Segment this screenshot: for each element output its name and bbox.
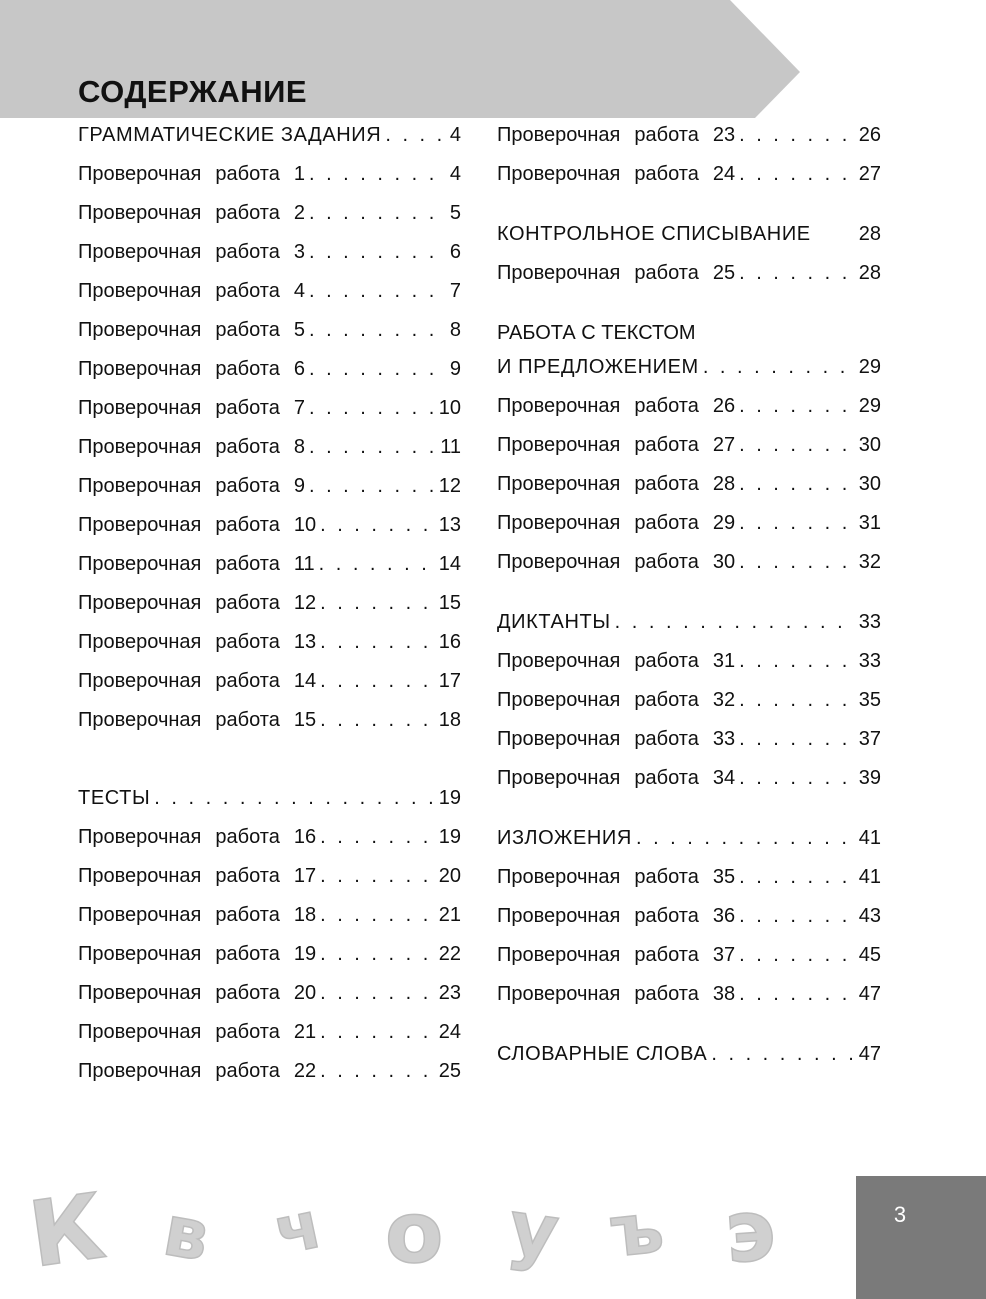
spacer (497, 806, 881, 827)
entry-title: Проверочная работа 10 (78, 514, 317, 536)
entry-title: Проверочная работа 20 (78, 982, 317, 1004)
toc-entry[interactable] (78, 1021, 461, 1060)
page-ref: 10 (438, 397, 461, 419)
dot-leader (319, 553, 435, 576)
spacer (497, 202, 881, 223)
decor-letter-7: э (721, 1180, 779, 1280)
toc-section-expositions[interactable] (497, 827, 881, 866)
page-ref: 47 (858, 983, 881, 1005)
dot-leader (636, 827, 855, 850)
toc-entry[interactable] (497, 262, 881, 301)
dot-leader (739, 767, 855, 790)
toc-entry[interactable] (78, 280, 461, 319)
toc-section-vocabulary[interactable] (497, 1043, 881, 1082)
toc-entry[interactable] (78, 553, 461, 592)
entry-title: Проверочная работа 7 (78, 397, 305, 419)
toc-list-copying (497, 262, 881, 301)
toc-entry[interactable] (78, 631, 461, 670)
page-ref: 7 (449, 280, 461, 302)
toc-entry[interactable] (497, 395, 881, 434)
toc-entry[interactable] (78, 904, 461, 943)
dot-leader (320, 1060, 435, 1083)
toc-entry[interactable] (78, 397, 461, 436)
entry-title: Проверочная работа 6 (78, 358, 305, 380)
page-ref: 43 (858, 905, 881, 927)
section-title: ИЗЛОЖЕНИЯ (497, 827, 632, 849)
toc-entry[interactable] (78, 982, 461, 1021)
entry-title: Проверочная работа 34 (497, 767, 736, 789)
entry-title: Проверочная работа 29 (497, 512, 736, 534)
dot-leader (385, 124, 446, 147)
dot-leader (309, 397, 435, 420)
section-title: ГРАММАТИЧЕСКИЕ ЗАДАНИЯ (78, 124, 382, 146)
dot-leader (320, 982, 435, 1005)
section-title-line2-row (497, 356, 881, 395)
page-ref: 9 (449, 358, 461, 380)
dot-leader (309, 163, 446, 186)
entry-title: Проверочная работа 36 (497, 905, 736, 927)
toc-entry[interactable] (497, 124, 881, 163)
page-ref: 33 (858, 611, 881, 633)
entry-title: Проверочная работа 5 (78, 319, 305, 341)
dot-leader (739, 650, 855, 673)
dot-leader (739, 689, 855, 712)
entry-title: Проверочная работа 16 (78, 826, 317, 848)
page-ref: 41 (858, 866, 881, 888)
entry-title: Проверочная работа 26 (497, 395, 736, 417)
page-ref: 27 (858, 163, 881, 185)
dot-leader (309, 358, 446, 381)
entry-title: Проверочная работа 9 (78, 475, 305, 497)
decor-letter-2: в (157, 1189, 216, 1278)
entry-title: Проверочная работа 4 (78, 280, 305, 302)
toc-entry[interactable] (78, 865, 461, 904)
page-ref: 19 (438, 787, 461, 809)
dot-leader (320, 670, 435, 693)
toc-section-dictations[interactable] (497, 611, 881, 650)
decor-letter-4: о (385, 1184, 444, 1280)
toc-entry[interactable] (78, 709, 461, 748)
toc-left-column (78, 124, 461, 1099)
page-ref: 37 (858, 728, 881, 750)
page-ref: 13 (438, 514, 461, 536)
entry-title: Проверочная работа 21 (78, 1021, 317, 1043)
dot-leader (739, 124, 855, 147)
dot-leader (739, 551, 855, 574)
dot-leader (739, 728, 855, 751)
page-ref: 11 (440, 436, 461, 458)
decor-letter-1: К (23, 1174, 111, 1280)
page-ref: 15 (438, 592, 461, 614)
dot-leader (320, 709, 435, 732)
toc-entry[interactable] (497, 434, 881, 473)
page-ref: 4 (449, 124, 461, 146)
toc-section-copying[interactable] (497, 223, 881, 262)
entry-title: Проверочная работа 22 (78, 1060, 317, 1082)
page-ref: 19 (438, 826, 461, 848)
toc-entry[interactable] (497, 512, 881, 551)
entry-title: Проверочная работа 27 (497, 434, 736, 456)
toc-entry[interactable] (497, 728, 881, 767)
dot-leader (320, 943, 435, 966)
toc-entry[interactable] (78, 241, 461, 280)
dot-leader (309, 475, 435, 498)
dot-leader (154, 787, 434, 810)
section-title: ТЕСТЫ (78, 787, 151, 809)
toc-entry[interactable] (497, 473, 881, 512)
toc-entry[interactable] (78, 592, 461, 631)
entry-title: Проверочная работа 24 (497, 163, 736, 185)
entry-title: Проверочная работа 15 (78, 709, 317, 731)
page-ref: 26 (858, 124, 881, 146)
section-title: КОНТРОЛЬНОЕ СПИСЫВАНИЕ (497, 223, 811, 245)
page-ref: 21 (438, 904, 461, 926)
entry-title: Проверочная работа 14 (78, 670, 317, 692)
entry-title: Проверочная работа 19 (78, 943, 317, 965)
dot-leader (309, 202, 446, 225)
page-ref: 6 (449, 241, 461, 263)
toc-list-grammar-continued (497, 124, 881, 202)
page-ref: 18 (438, 709, 461, 731)
toc-entry[interactable] (78, 436, 461, 475)
page-number: 3 (893, 1202, 907, 1227)
page-ref: 29 (858, 395, 881, 417)
toc-entry[interactable] (497, 905, 881, 944)
toc-list-grammar (78, 163, 461, 748)
decor-letter-3: ч (268, 1187, 328, 1271)
dot-leader (739, 395, 855, 418)
section-title-line1: РАБОТА С ТЕКСТОМ (497, 322, 696, 344)
entry-title: Проверочная работа 23 (497, 124, 736, 146)
spacer (78, 748, 461, 787)
entry-title: Проверочная работа 12 (78, 592, 317, 614)
dot-leader (739, 262, 855, 285)
dot-leader (320, 592, 435, 615)
dot-leader (739, 905, 855, 928)
dot-leader (703, 356, 855, 379)
entry-title: Проверочная работа 28 (497, 473, 736, 495)
decor-letter-6: ъ (606, 1186, 668, 1274)
toc-section-text-work[interactable] (497, 322, 881, 395)
toc-entry[interactable] (78, 943, 461, 982)
entry-title: Проверочная работа 3 (78, 241, 305, 263)
entry-title: Проверочная работа 8 (78, 436, 305, 458)
page-ref: 47 (858, 1043, 881, 1065)
toc-entry[interactable] (78, 319, 461, 358)
toc-entry[interactable] (497, 163, 881, 202)
toc-entry[interactable] (78, 514, 461, 553)
page-ref: 23 (438, 982, 461, 1004)
page-ref: 5 (449, 202, 461, 224)
toc-entry[interactable] (78, 358, 461, 397)
toc-list-expositions (497, 866, 881, 1022)
toc-entry[interactable] (78, 163, 461, 202)
entry-title: Проверочная работа 30 (497, 551, 736, 573)
entry-title: Проверочная работа 35 (497, 866, 736, 888)
section-title: ДИКТАНТЫ (497, 611, 611, 633)
entry-title: Проверочная работа 37 (497, 944, 736, 966)
entry-title: Проверочная работа 25 (497, 262, 736, 284)
toc-entry[interactable] (78, 475, 461, 514)
spacer (497, 301, 881, 322)
dot-leader (739, 944, 855, 967)
dot-leader (309, 436, 436, 459)
dot-leader (739, 163, 855, 186)
dot-leader (320, 631, 435, 654)
entry-title: Проверочная работа 17 (78, 865, 317, 887)
page-ref: 22 (438, 943, 461, 965)
spacer (497, 590, 881, 611)
toc-entry[interactable] (78, 670, 461, 709)
dot-leader (320, 514, 435, 537)
page-ref: 28 (858, 223, 881, 245)
page-title: СОДЕРЖАНИЕ (78, 74, 308, 109)
spacer (497, 1022, 881, 1043)
page-ref: 29 (858, 356, 881, 378)
dot-leader (320, 904, 435, 927)
page-ref: 31 (858, 512, 881, 534)
page-ref: 17 (438, 670, 461, 692)
toc-entry[interactable] (78, 202, 461, 241)
toc-list-dictations (497, 650, 881, 806)
dot-leader (739, 473, 855, 496)
page-ref: 39 (858, 767, 881, 789)
dot-leader (739, 983, 855, 1006)
entry-title: Проверочная работа 13 (78, 631, 317, 653)
page-ref: 25 (438, 1060, 461, 1082)
dot-leader (320, 1021, 435, 1044)
entry-title: Проверочная работа 31 (497, 650, 736, 672)
page-ref: 16 (438, 631, 461, 653)
page-ref: 24 (438, 1021, 461, 1043)
dot-leader (739, 512, 855, 535)
page-ref: 45 (858, 944, 881, 966)
dot-leader (711, 1043, 854, 1066)
dot-leader (309, 241, 446, 264)
toc-entry[interactable] (78, 826, 461, 865)
toc-entry[interactable] (497, 551, 881, 590)
page-ref: 30 (858, 434, 881, 456)
dot-leader (320, 865, 435, 888)
entry-title: Проверочная работа 1 (78, 163, 305, 185)
page-ref: 33 (858, 650, 881, 672)
page-ref: 32 (858, 551, 881, 573)
page-ref: 30 (858, 473, 881, 495)
dot-leader (739, 434, 855, 457)
toc-entry[interactable] (497, 944, 881, 983)
entry-title: Проверочная работа 18 (78, 904, 317, 926)
dot-leader (309, 319, 446, 342)
toc-entry[interactable] (78, 1060, 461, 1099)
toc-section-tests[interactable] (78, 787, 461, 826)
decorative-letters (20, 1170, 820, 1280)
entry-title: Проверочная работа 38 (497, 983, 736, 1005)
toc-right-column (497, 124, 881, 1082)
page-ref: 14 (438, 553, 461, 575)
toc-entry[interactable] (497, 866, 881, 905)
dot-leader (739, 866, 855, 889)
toc-entry[interactable] (497, 983, 881, 1022)
toc-list-text-work (497, 395, 881, 590)
page-ref: 28 (858, 262, 881, 284)
toc-list-tests (78, 826, 461, 1099)
page-ref: 4 (449, 163, 461, 185)
section-title-line2: И ПРЕДЛОЖЕНИЕМ (497, 356, 699, 378)
section-title: СЛОВАРНЫЕ СЛОВА (497, 1043, 708, 1065)
dot-leader (320, 826, 435, 849)
page-ref: 35 (858, 689, 881, 711)
page-ref: 20 (438, 865, 461, 887)
dot-leader (615, 611, 855, 634)
page-ref: 12 (438, 475, 461, 497)
toc-entry[interactable] (497, 767, 881, 806)
page-ref: 8 (449, 319, 461, 341)
dot-leader (309, 280, 446, 303)
entry-title: Проверочная работа 32 (497, 689, 736, 711)
toc-entry[interactable] (497, 689, 881, 728)
toc-entry[interactable] (497, 650, 881, 689)
page-number-badge (856, 1176, 986, 1299)
entry-title: Проверочная работа 11 (78, 553, 315, 575)
entry-title: Проверочная работа 2 (78, 202, 305, 224)
decor-letter-5: у (503, 1182, 565, 1277)
toc-section-grammar[interactable] (78, 124, 461, 163)
entry-title: Проверочная работа 33 (497, 728, 736, 750)
page-ref: 41 (858, 827, 881, 849)
